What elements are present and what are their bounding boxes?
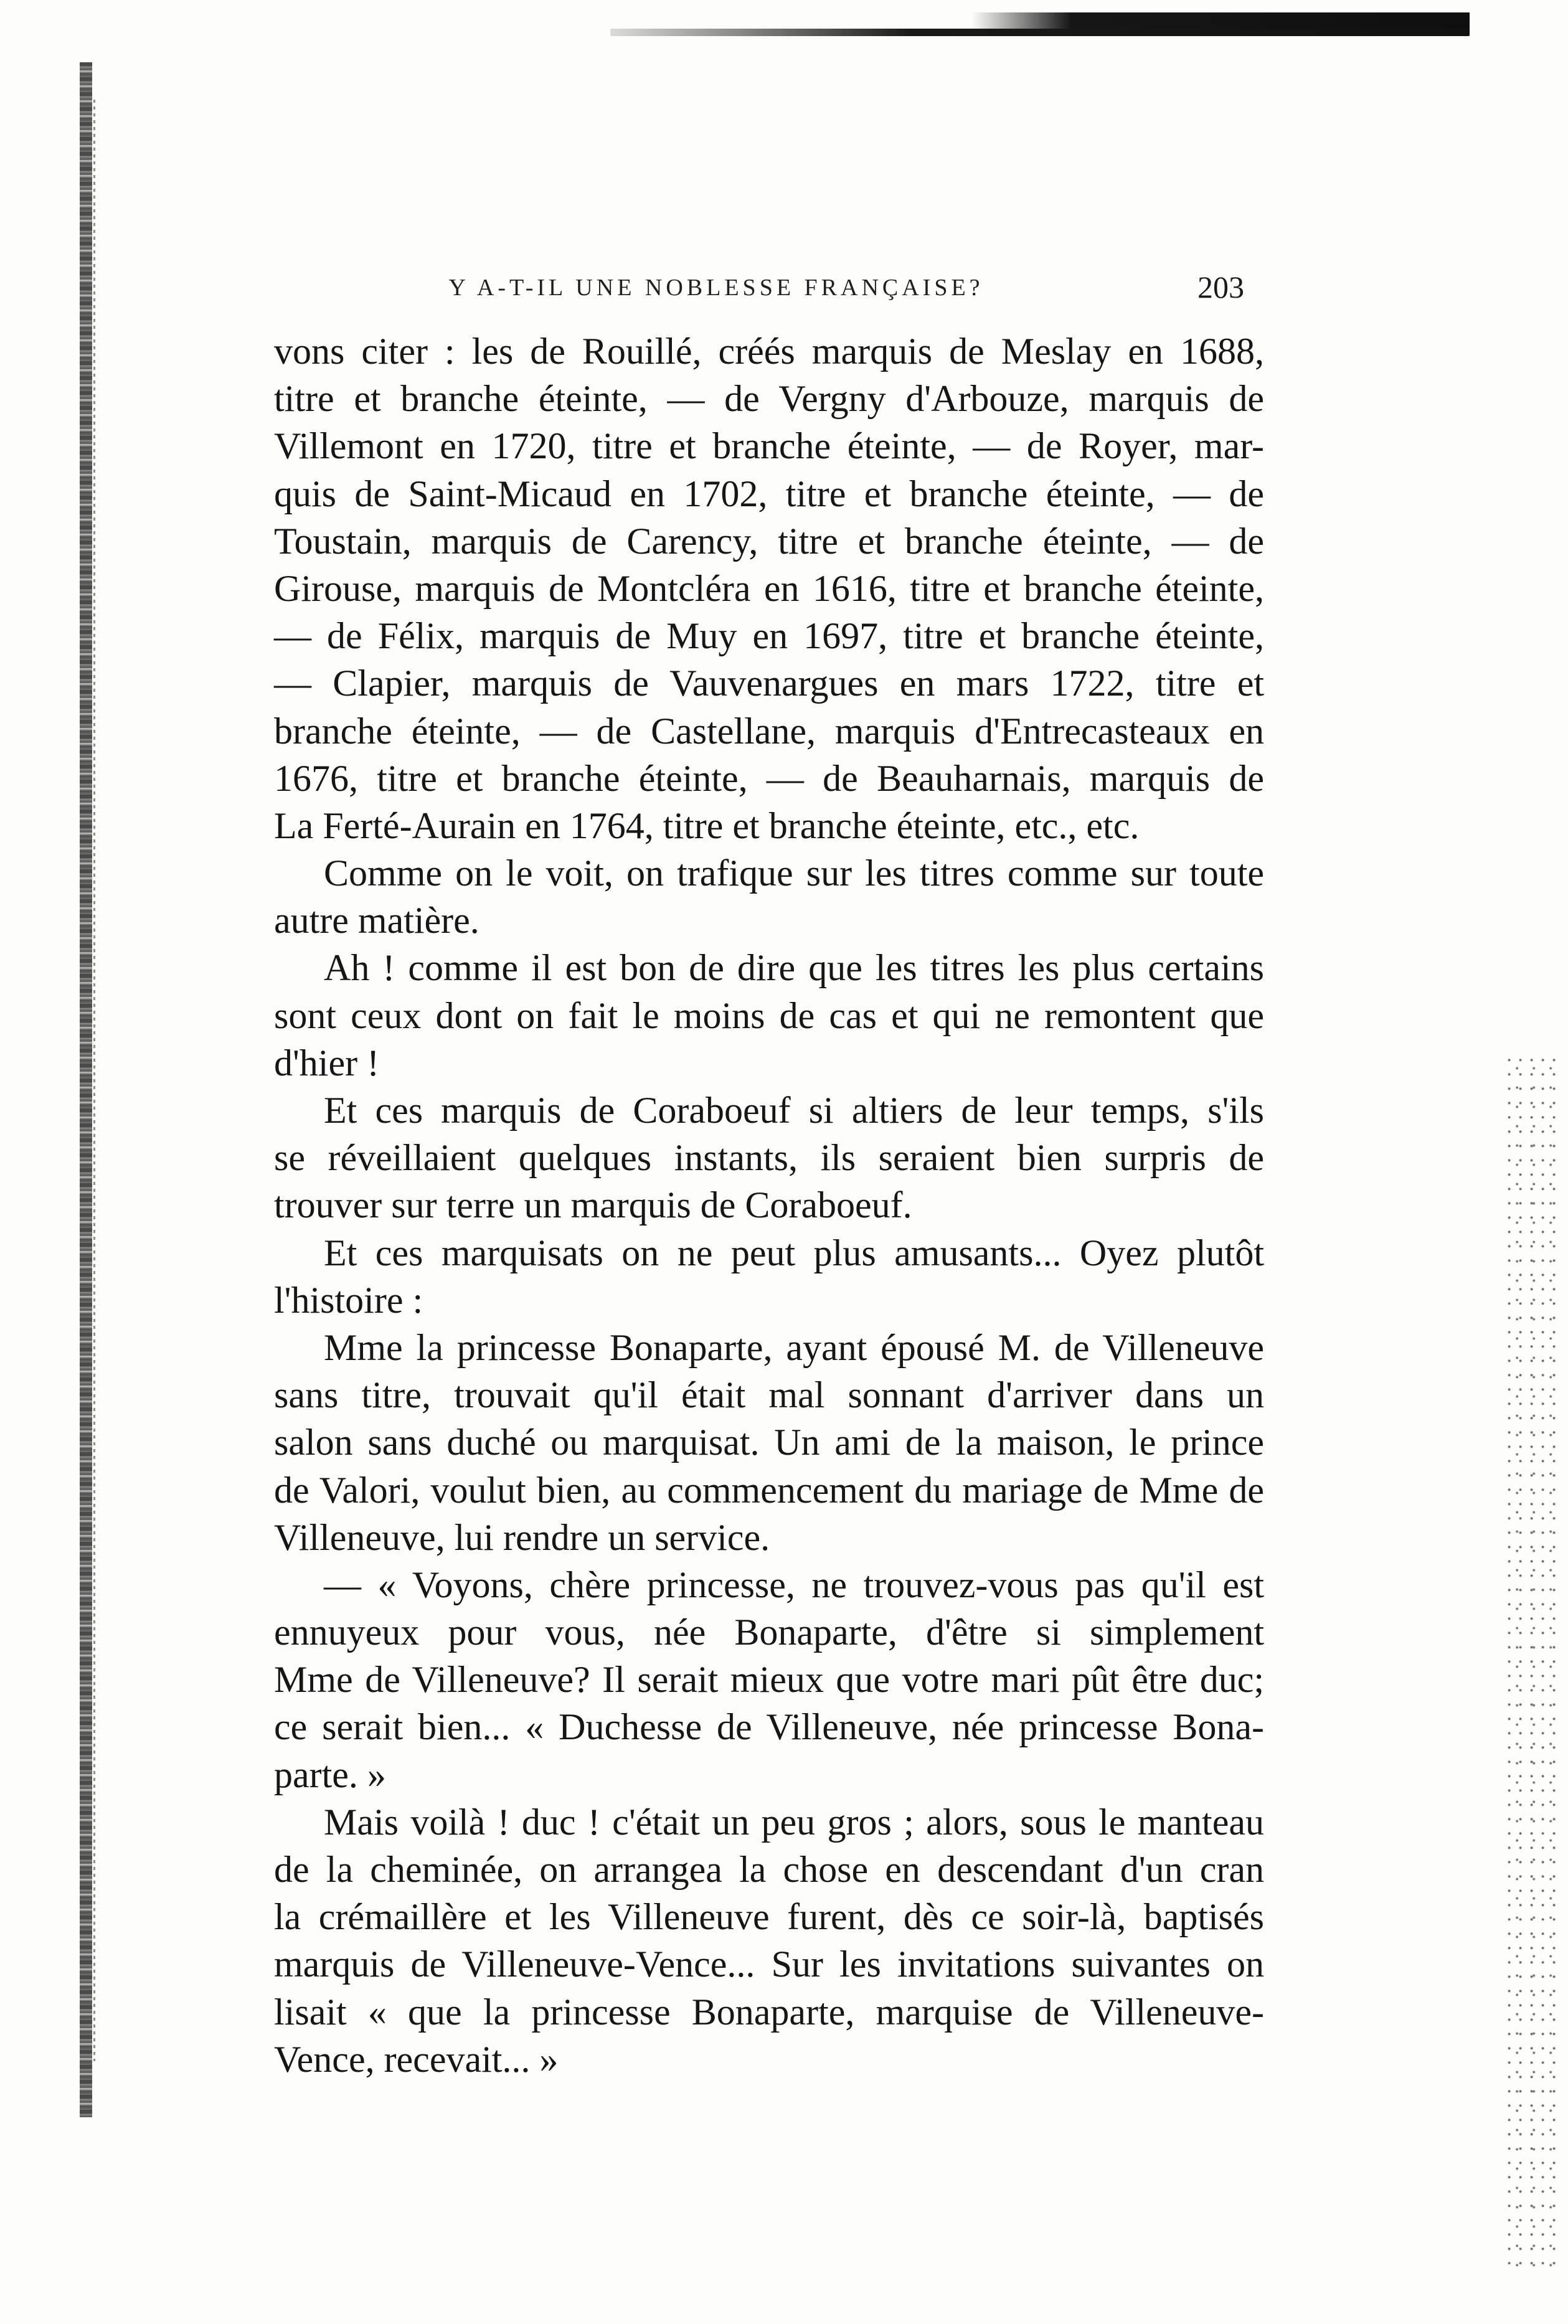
text-line: Mme la princesse Bonaparte, ayant épousé M. de Villeneuve xyxy=(324,1326,1264,1368)
text-line: marquis de Villeneuve-Vence... Sur les invitations suivantes on xyxy=(274,1944,1264,1985)
scan-left-binding-edge xyxy=(80,62,92,2117)
scan-top-rule xyxy=(610,29,1470,36)
text-line: Villemont en 1720, titre et branche éteinte, — de Royer, mar- xyxy=(274,425,1264,467)
text-line: salon sans duché ou marquisat. Un ami de la maison, le prince xyxy=(274,1422,1264,1463)
text-line: autre matière. xyxy=(274,900,479,942)
text-line: quis de Saint-Micaud en 1702, titre et branche éteinte, — de xyxy=(274,473,1264,514)
text-line: sans titre, trouvait qu'il était mal sonnant d'arriver dans un xyxy=(274,1374,1264,1416)
text-line: — Clapier, marquis de Vauvenargues en mars 1722, titre et xyxy=(274,663,1264,704)
text-line: Mais voilà ! duc ! c'était un peu gros ; alors, sous le manteau xyxy=(324,1801,1264,1843)
text-line: La Ferté-Aurain en 1764, titre et branche éteinte, etc., etc. xyxy=(274,805,1140,846)
text-line: ce serait bien... « Duchesse de Villeneuve, née princesse Bona- xyxy=(274,1706,1264,1748)
text-line: 1676, titre et branche éteinte, — de Beauharnais, marquis de xyxy=(274,757,1264,799)
text-line: Villeneuve, lui rendre un service. xyxy=(274,1516,770,1558)
text-line: titre et branche éteinte, — de Vergny d'Arbouze, marquis de xyxy=(274,378,1264,420)
text-line: vons citer : les de Rouillé, créés marquis de Meslay en 1688, xyxy=(274,331,1264,372)
text-line: Toustain, marquis de Carency, titre et branche éteinte, — de xyxy=(274,520,1264,562)
text-line: Comme on le voit, on trafique sur les titres comme sur toute xyxy=(324,853,1264,894)
body-text xyxy=(274,328,1264,2083)
page-number: 203 xyxy=(1197,270,1244,305)
text-line: sont ceux dont on fait le moins de cas et qui ne remontent que xyxy=(274,994,1264,1036)
text-line: l'histoire : xyxy=(274,1279,423,1321)
text-line: Vence, recevait... » xyxy=(274,2038,559,2080)
text-line: — de Félix, marquis de Muy en 1697, titre et branche éteinte, xyxy=(274,615,1264,657)
text-line: de la cheminée, on arrangea la chose en descendant d'un cran xyxy=(274,1849,1264,1890)
text-line: de Valori, voulut bien, au commencement du mariage de Mme de xyxy=(274,1469,1264,1511)
text-line: Girouse, marquis de Montcléra en 1616, titre et branche éteinte, xyxy=(274,567,1264,609)
text-line: Et ces marquis de Coraboeuf si altiers de leur temps, s'ils xyxy=(324,1090,1264,1131)
scan-right-edge-noise xyxy=(1507,1059,1563,2273)
text-line: parte. » xyxy=(274,1754,386,1795)
text-line: la crémaillère et les Villeneuve furent, dès ce soir-là, baptisés xyxy=(274,1896,1264,1938)
scan-left-edge-noise xyxy=(93,100,95,2061)
text-line: trouver sur terre un marquis de Coraboeuf. xyxy=(274,1184,912,1226)
text-line: Et ces marquisats on ne peut plus amusants... Oyez plutôt xyxy=(324,1232,1264,1273)
text-line: d'hier ! xyxy=(274,1042,380,1084)
text-line: ennuyeux pour vous, née Bonaparte, d'être si simplement xyxy=(274,1612,1264,1653)
running-head: Y A-T-IL UNE NOBLESSE FRANÇAISE? xyxy=(448,275,984,301)
text-line: se réveillaient quelques instants, ils seraient bien surpris de xyxy=(274,1137,1264,1179)
text-line: lisait « que la princesse Bonaparte, marquise de Villeneuve- xyxy=(274,1991,1264,2033)
text-line: branche éteinte, — de Castellane, marquis d'Entrecasteaux en xyxy=(274,710,1264,752)
text-line: — « Voyons, chère princesse, ne trouvez-vous pas qu'il est xyxy=(324,1564,1264,1605)
text-line: Mme de Villeneuve? Il serait mieux que votre mari pût être duc; xyxy=(274,1659,1264,1701)
text-line: Ah ! comme il est bon de dire que les titres les plus certains xyxy=(324,947,1264,989)
